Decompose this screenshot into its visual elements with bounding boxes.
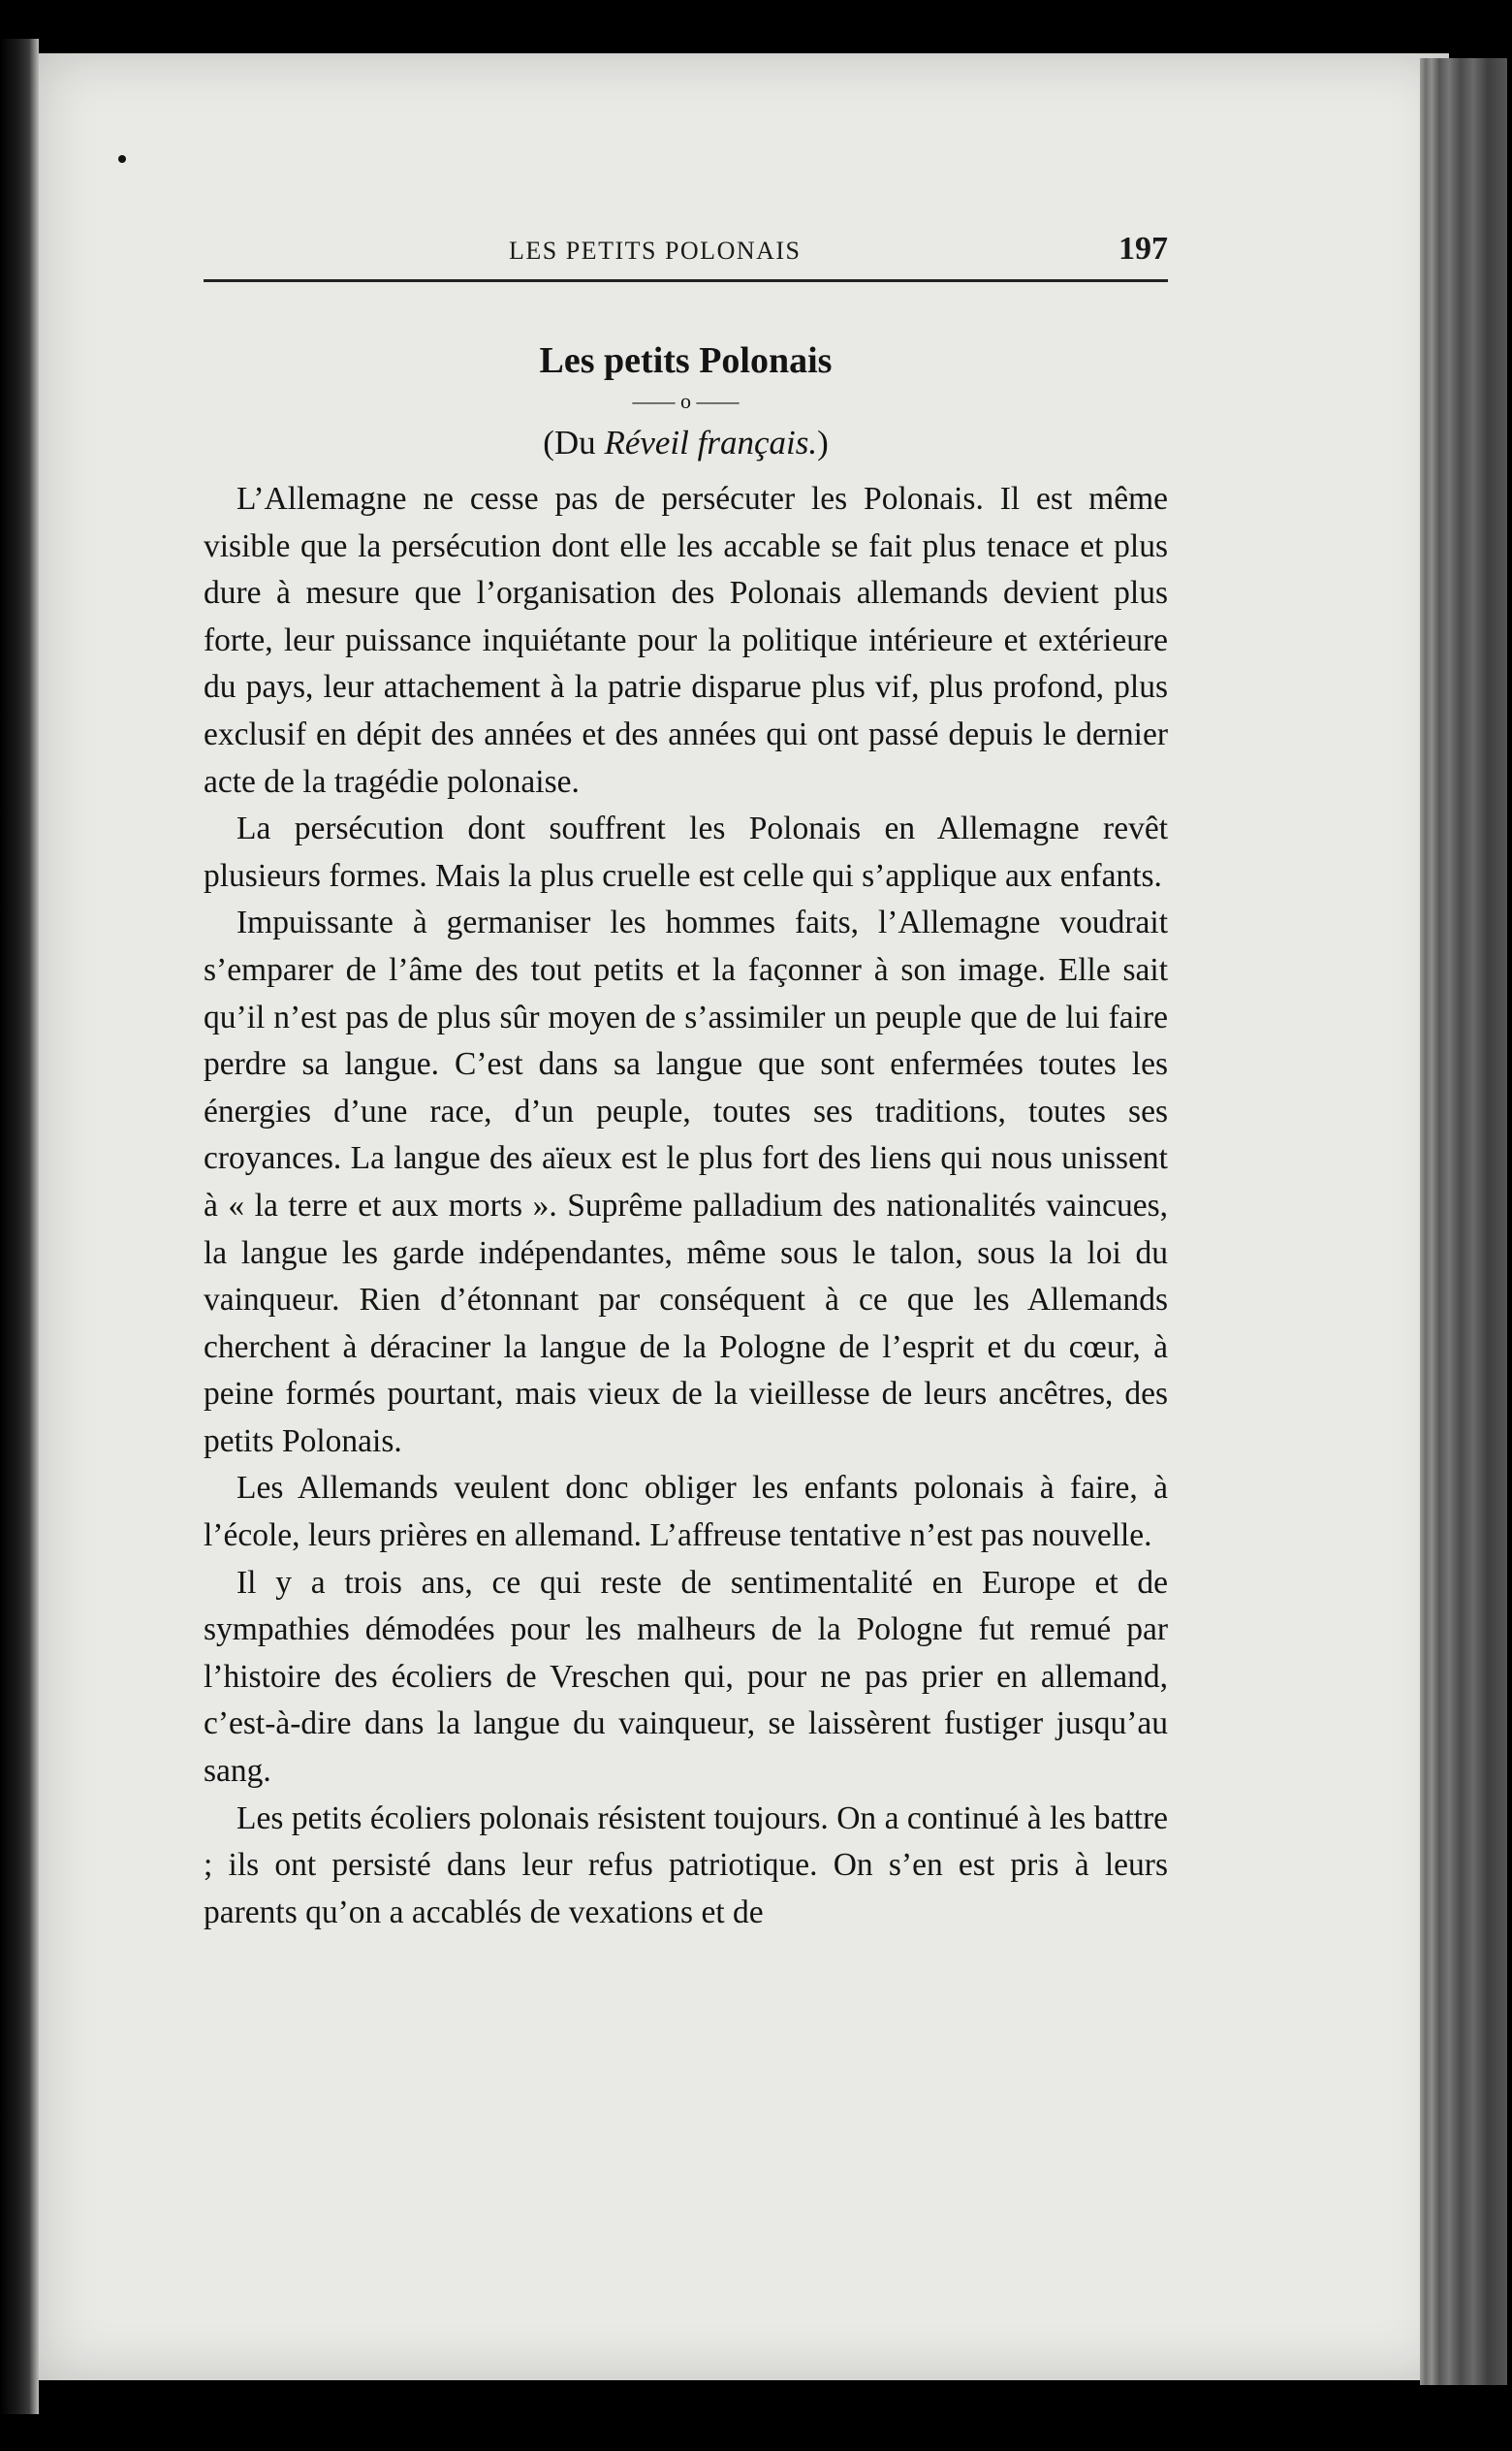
running-header: [204, 231, 1168, 275]
paragraph: L’Allemagne ne cesse pas de persécuter les Polonais. Il est même visible que la persécution dont elle les accable se fait plus tenace et plus dure à mesure que l’organisation des Polonais allemands devient plus forte, leur puissance inquiétante pour la politique intérieure et extérieure du pays, leur attachement à la patrie disparue plus vif, plus profond, plus exclusif en dépit des années et des années qui ont passé depuis le dernier acte de la tragédie polonaise.: [204, 481, 1168, 800]
source-publication: Réveil français.: [604, 424, 818, 462]
book-page-stack-edge: [1420, 58, 1507, 2385]
source-prefix: (Du: [543, 424, 605, 462]
page-content: [204, 334, 1168, 1936]
paragraph: Impuissante à germaniser les hommes faits, l’Allemagne voudrait s’emparer de l’âme des tout petits et la façonner à son image. Elle sait qu’il n’est pas de plus sûr moyen de s’assimiler un peuple que de lui faire perdre sa langue. C’est dans sa langue que sont enfermées toutes les énergies d’une race, d’un peuple, toutes ses traditions, toutes ses croyances. La langue des aïeux est le plus fort des liens qui nous unissent à « la terre et aux morts ». Suprême palladium des nationalités vaincues, la langue les garde indépendantes, même sous le talon, sous la loi du vainqueur. Rien d’étonnant par conséquent à ce que les Allemands cherchent à déraciner la langue de la Pologne de l’esprit et du cœur, à peine formés pourtant, mais vieux de la vieillesse de leurs ancêtres, des petits Polonais.: [204, 905, 1168, 1459]
paragraph: Les petits écoliers polonais résistent toujours. On a continué à les battre ; ils ont persisté dans leur refus patriotique. On s’en est pris à leurs parents qu’on a accablés de vexations et de: [204, 1799, 1168, 1930]
title-ornament: —— o ——: [632, 389, 740, 413]
source-suffix: ): [817, 424, 829, 462]
paragraph: La persécution dont souffrent les Polonais en Allemagne revêt plusieurs formes. Mais la plus cruelle est celle qui s’applique aux enfants.: [204, 811, 1168, 894]
article-title: Les petits Polonais: [539, 340, 833, 381]
page-number: 197: [1118, 231, 1168, 267]
running-title: LES PETITS POLONAIS: [509, 237, 802, 265]
paragraph: Les Allemands veulent donc obliger les enfants polonais à faire, à l’école, leurs prières en allemand. L’affreuse tentative n’est pas nouvelle.: [204, 1470, 1168, 1554]
ink-speck: [118, 155, 126, 163]
header-rule: [204, 279, 1168, 282]
paragraph: Il y a trois ans, ce qui reste de sentimentalité en Europe et de sympathies démodées pour les malheurs de la Pologne fut remué par l’histoire des écoliers de Vreschen qui, pour ne pas prier en allemand, c’est-à-dire dans la langue du vainqueur, se laissèrent fustiger jusqu’au sang.: [204, 1564, 1168, 1790]
book-left-edge: [0, 39, 39, 2414]
article-source: [204, 416, 1168, 470]
article-body: [204, 476, 1168, 1936]
